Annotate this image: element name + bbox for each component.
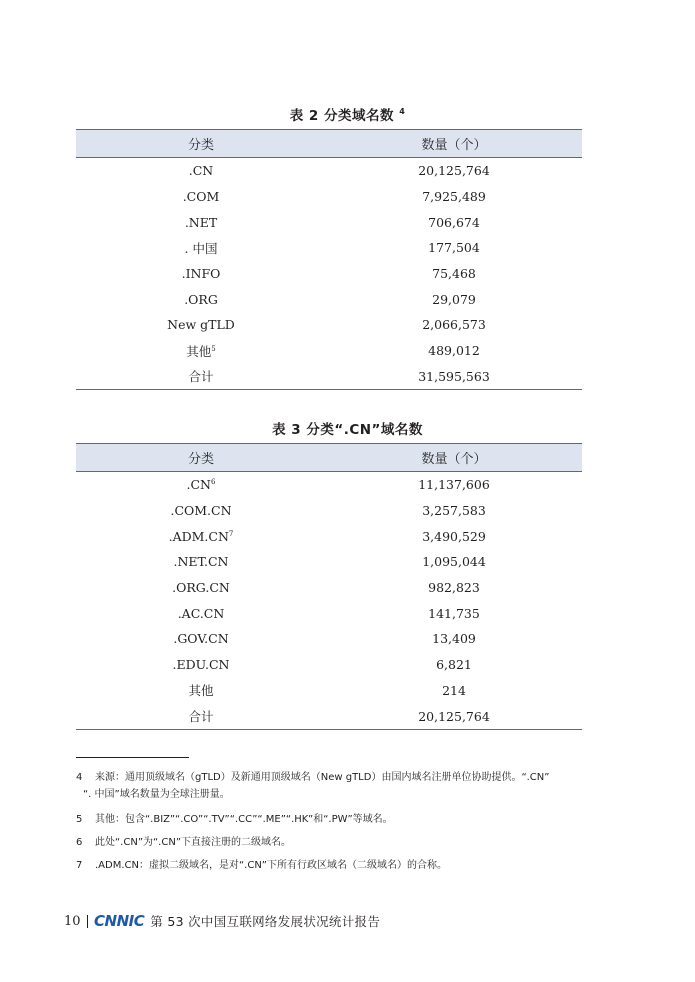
category-name: . 中国	[184, 240, 218, 256]
category-name: .ADM.CN	[168, 528, 229, 544]
footnote-text: 其他：包含“.BIZ”“.CO”“.TV”“.CC”“.ME”“.HK”和“.PW”等域名。	[95, 814, 393, 825]
table3-header-category: 分类	[76, 444, 326, 472]
category-cell	[76, 575, 326, 601]
footnote-6	[76, 834, 596, 851]
category-name: 合计	[188, 709, 214, 725]
category-name: .NET.CN	[173, 554, 229, 570]
table-row	[76, 703, 582, 729]
count-cell: 75,468	[432, 266, 476, 282]
table-row	[76, 498, 582, 524]
count-cell: 3,257,583	[422, 503, 486, 519]
category-name: 合计	[188, 369, 214, 385]
category-name: .CN	[186, 477, 211, 493]
footnote-number: 5	[76, 814, 83, 825]
category-cell	[76, 498, 326, 524]
footnote-ref: 6	[211, 478, 216, 487]
table-row	[76, 261, 582, 287]
category-cell	[76, 184, 326, 210]
category-cell	[76, 626, 326, 652]
category-cell	[76, 600, 326, 626]
category-cell	[76, 652, 326, 678]
category-name: 其他	[188, 683, 214, 699]
category-name: .COM.CN	[170, 503, 232, 519]
category-cell	[76, 364, 326, 390]
category-cell	[76, 472, 326, 498]
table3-body	[76, 472, 582, 730]
table2-caption-text: 表 2 分类域名数	[289, 108, 394, 124]
count-cell: 177,504	[428, 240, 480, 256]
table-row	[76, 523, 582, 549]
table2-header-count: 数量（个）	[326, 130, 582, 158]
table-row	[76, 678, 582, 704]
category-name: .COM	[182, 189, 220, 205]
category-cell	[76, 549, 326, 575]
category-name: .AC.CN	[177, 605, 225, 621]
table-row	[76, 338, 582, 364]
footnote-number: 4	[76, 772, 83, 783]
table3	[76, 443, 582, 730]
category-name: .INFO	[181, 266, 221, 282]
category-name: .GOV.CN	[173, 631, 229, 647]
footnote-text: 来源：通用顶级域名（gTLD）及新通用顶级域名（New gTLD）由国内域名注册单位协助提供。“.CN”	[95, 772, 550, 783]
count-cell: 31,595,563	[326, 364, 582, 390]
category-name: New gTLD	[167, 317, 235, 333]
table-row	[76, 472, 582, 498]
category-name: .EDU.CN	[172, 657, 230, 673]
category-cell	[76, 209, 326, 235]
count-cell: 141,735	[428, 605, 480, 621]
table-row	[76, 652, 582, 678]
page-number: 10	[64, 913, 81, 929]
table-row	[76, 364, 582, 390]
count-cell: 2,066,573	[422, 317, 486, 333]
category-cell	[76, 703, 326, 729]
table-row	[76, 312, 582, 338]
category-cell	[76, 312, 326, 338]
table-row	[76, 549, 582, 575]
category-cell	[76, 158, 326, 184]
category-name: .CN	[188, 163, 214, 179]
count-cell: 20,125,764	[326, 703, 582, 729]
count-cell: 489,012	[428, 343, 480, 359]
table-row	[76, 158, 582, 184]
footnote-text: 此处“.CN”为“.CN”下直接注册的二级域名。	[95, 837, 292, 848]
footnote-continuation: “. 中国”域名数量为全球注册量。	[83, 789, 230, 800]
count-cell: 11,137,606	[418, 477, 490, 493]
table3-header-count: 数量（个）	[326, 444, 582, 472]
category-cell	[76, 678, 326, 704]
footnote-number: 6	[76, 837, 83, 848]
table-row	[76, 209, 582, 235]
footer-separator	[87, 915, 89, 928]
cnnic-logo: CNNIC	[94, 912, 145, 930]
count-cell: 982,823	[428, 580, 480, 596]
count-cell: 7,925,489	[422, 189, 486, 205]
page-footer	[64, 911, 380, 931]
count-cell: 20,125,764	[418, 163, 490, 179]
table-row	[76, 184, 582, 210]
footnote-divider	[76, 757, 189, 758]
table3-caption: 表 3 分类“.CN”域名数	[272, 422, 423, 438]
footnote-4	[76, 769, 596, 803]
count-cell: 1,095,044	[422, 554, 486, 570]
footnote-number: 7	[76, 860, 83, 871]
count-cell: 214	[442, 682, 466, 698]
table2-body	[76, 158, 582, 390]
count-cell: 29,079	[432, 291, 476, 307]
table2-header-category: 分类	[76, 130, 326, 158]
table-row	[76, 575, 582, 601]
table-row	[76, 235, 582, 261]
category-name: 其他	[186, 343, 212, 359]
count-cell: 13,409	[432, 631, 476, 647]
footnote-text: .ADM.CN：虚拟二级域名，是对“.CN”下所有行政区域名（二级域名）的合称。	[95, 860, 447, 871]
category-name: .ORG	[184, 291, 218, 307]
footnote-7	[76, 857, 596, 874]
category-name: .NET	[184, 214, 218, 230]
category-cell	[76, 261, 326, 287]
table-row	[76, 286, 582, 312]
report-title: 第 53 次中国互联网络发展状况统计报告	[150, 914, 381, 929]
count-cell: 3,490,529	[422, 528, 486, 544]
footnote-ref: 5	[211, 344, 216, 353]
table-row	[76, 600, 582, 626]
table2-caption	[0, 104, 695, 124]
category-cell	[76, 338, 326, 364]
count-cell: 6,821	[436, 657, 472, 673]
category-name: .ORG.CN	[172, 580, 230, 596]
table-row	[76, 626, 582, 652]
category-cell	[76, 235, 326, 261]
footnote-ref: 7	[228, 529, 234, 538]
footnote-5	[76, 811, 596, 828]
table3-header-row	[76, 444, 582, 472]
table2	[76, 129, 582, 390]
category-cell	[76, 523, 326, 549]
table2-header-row	[76, 130, 582, 158]
category-cell	[76, 286, 326, 312]
table2-caption-note: 4	[399, 107, 406, 116]
count-cell: 706,674	[428, 214, 480, 230]
